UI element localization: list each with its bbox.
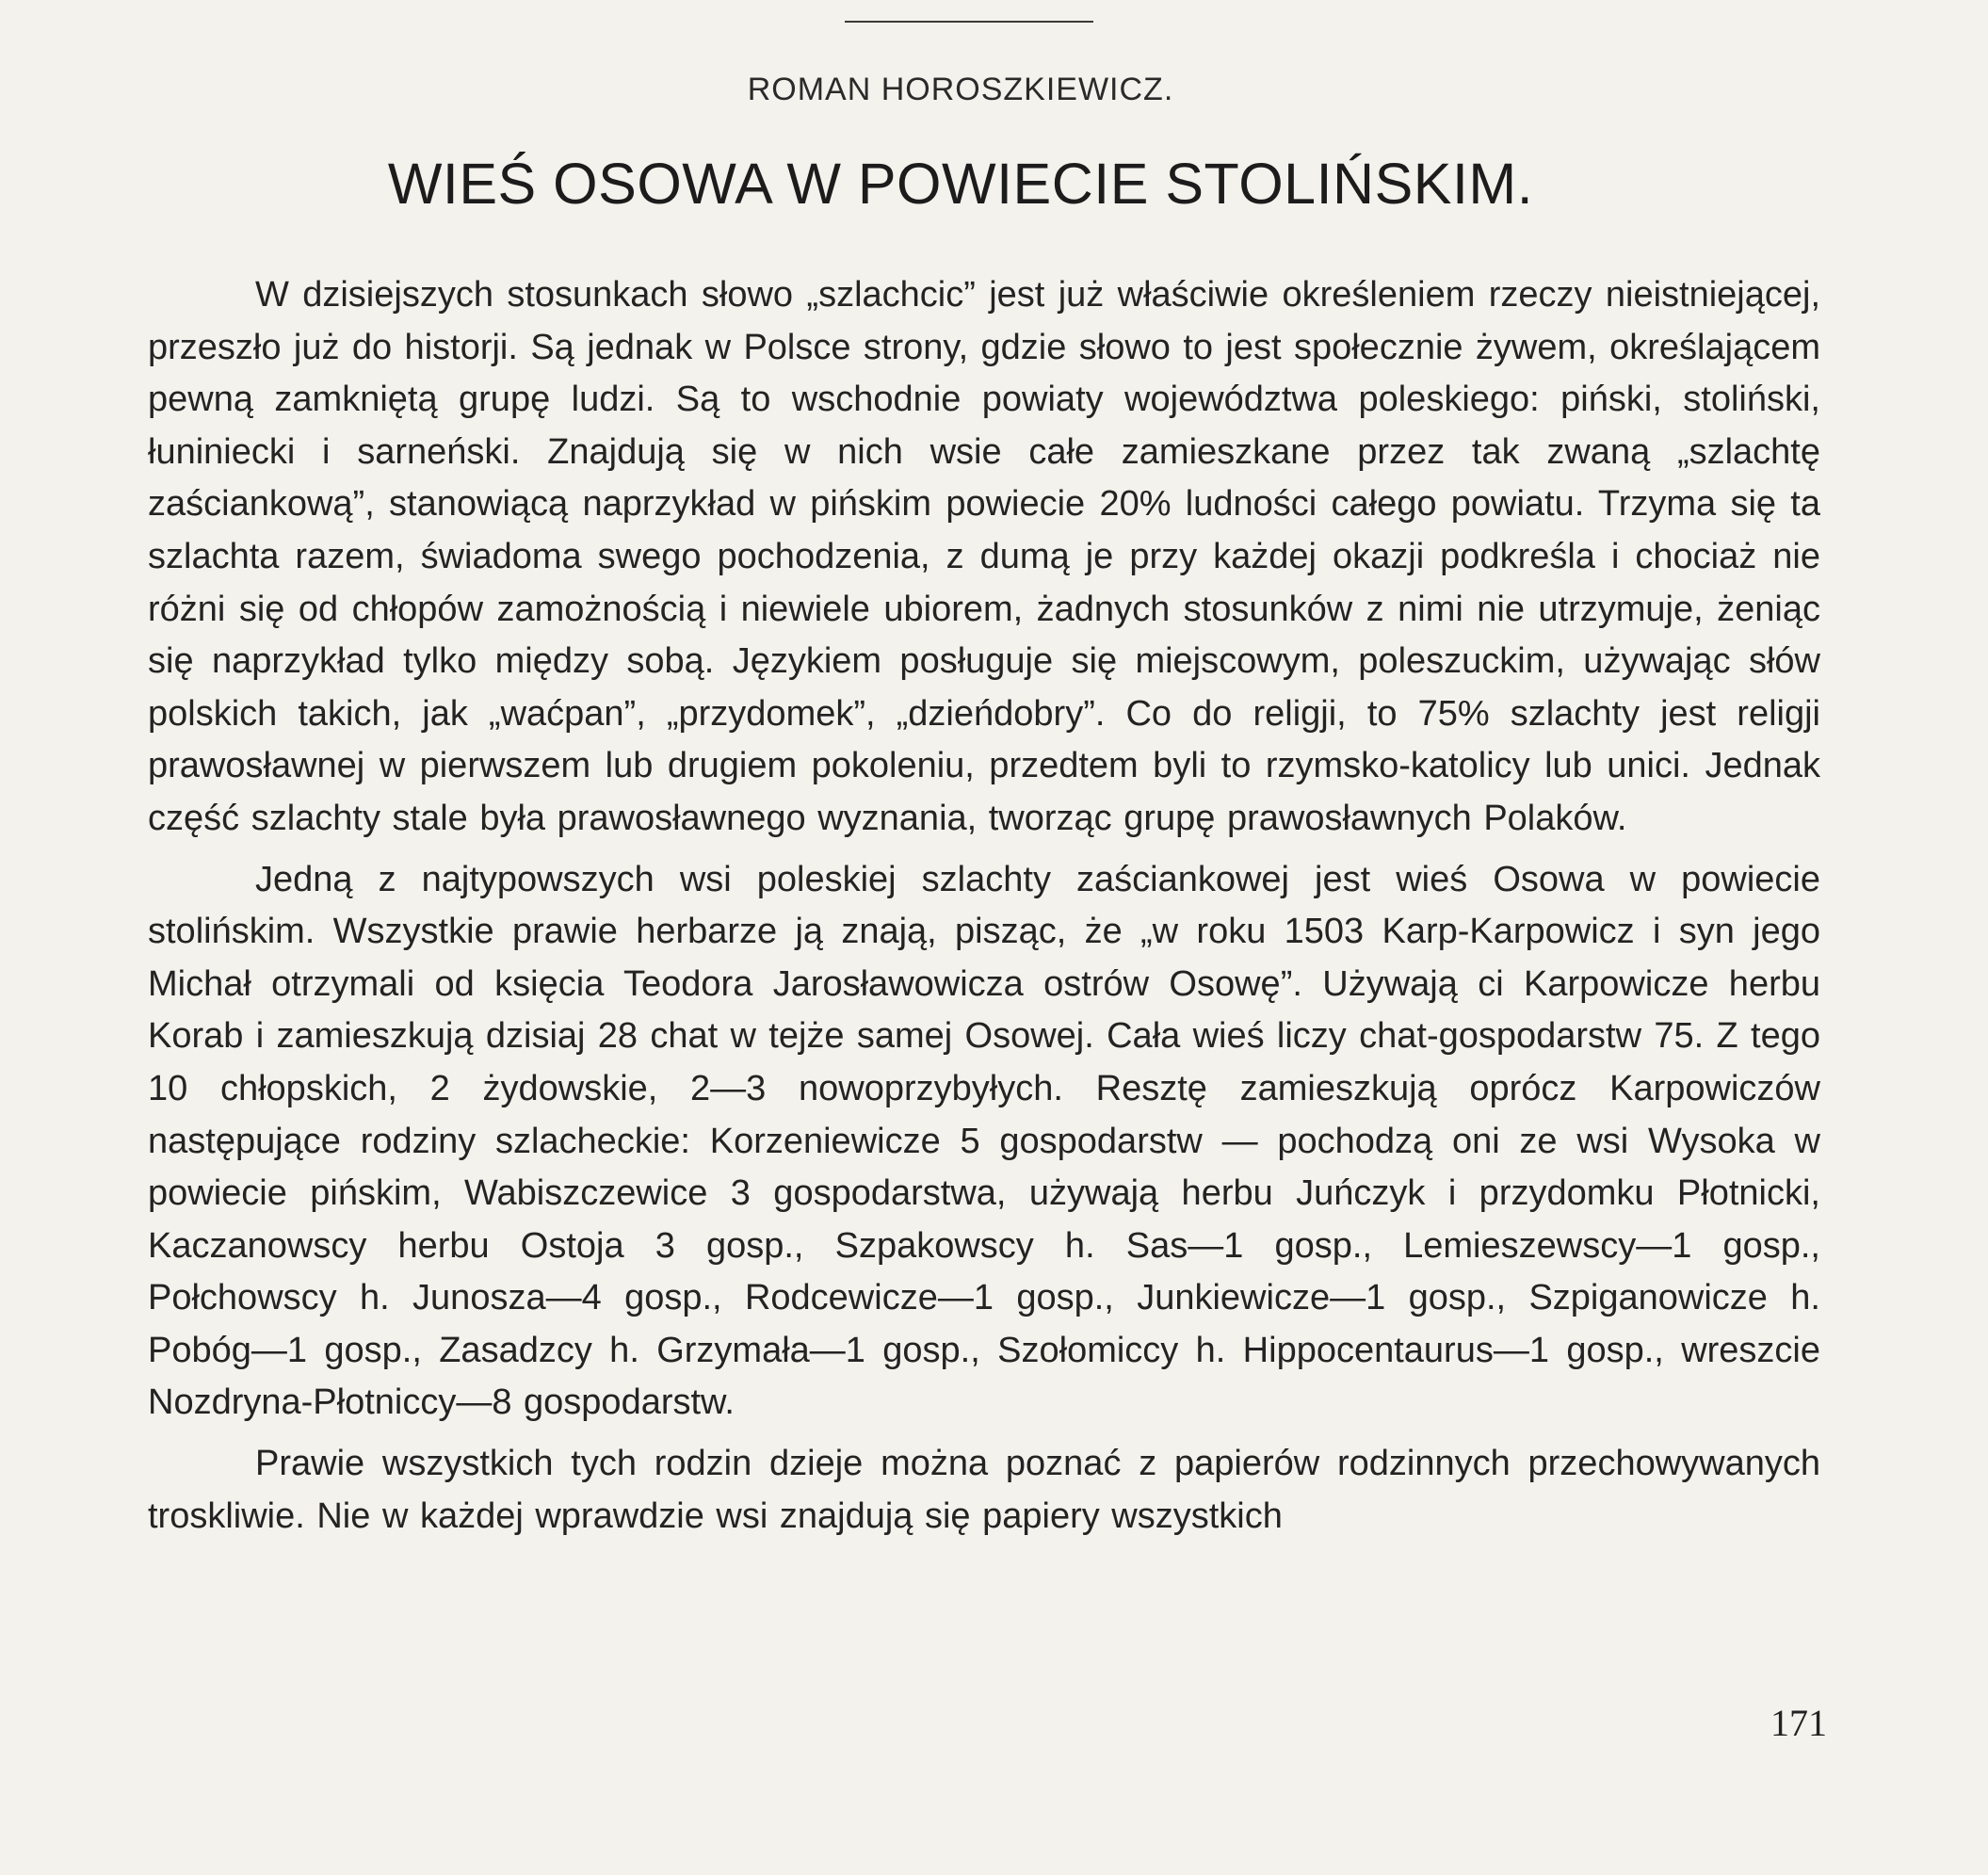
page-number: 171 <box>1770 1702 1827 1744</box>
author-name: ROMAN HOROSZKIEWICZ. <box>747 72 1174 107</box>
article-title: WIEŚ OSOWA W POWIECIE STOLIŃSKIM. <box>387 152 1534 216</box>
header-rule <box>845 21 1093 23</box>
paragraph-1: W dzisiejszych stosunkach słowo „szlachcic” jest już właściwie określeniem rzeczy nieistniejącej, przeszło już do historji. Są jednak w Polsce strony, gdzie słowo to jest społecznie żywem, określającem pewną zamkniętą grupę ludzi. Są to wschodnie powiaty województwa poleskiego: piński, stoliński, łuniniecki i sarneński. Znajdują się w nich wsie całe zamieszkane przez tak zwaną „szlachtę zaściankową”, stanowiącą naprzykład w pińskim powiecie 20% ludności całego powiatu. Trzyma się ta szlachta razem, świadoma swego pochodzenia, z dumą je przy każdej okazji podkreśla i chociaż nie różni się od chłopów zamożnością i niewiele ubiorem, żadnych stosunków z nimi nie utrzymuje, żeniąc się naprzykład tylko między sobą. Językiem posługuje się miejscowym, poleszuckim, używając słów polskich takich, jak „waćpan”, „przydomek”, „dzieńdobry”. Co do religji, to 75% szlachty jest religji prawosławnej w pierwszem lub drugiem pokoleniu, przedtem byli to rzymsko-katolicy lub unici. Jednak część szlachty stale była prawosławnego wyznania, tworząc grupę prawosławnych Polaków. <box>148 275 1820 838</box>
paragraph-2: Jedną z najtypowszych wsi poleskiej szlachty zaściankowej jest wieś Osowa w powiecie stolińskim. Wszystkie prawie herbarze ją znają, pisząc, że „w roku 1503 Karp-Karpowicz i syn jego Michał otrzymali od księcia Teodora Jarosławowicza ostrów Osowę”. Używają ci Karpowicze herbu Korab i zamieszkują dzisiaj 28 chat w tejże samej Osowej. Cała wieś liczy chat-gospodarstw 75. Z tego 10 chłopskich, 2 żydowskie, 2—3 nowoprzybyłych. Resztę zamieszkują oprócz Karpowiczów następujące rodziny szlacheckie: Korzeniewicze 5 gospodarstw — pochodzą oni ze wsi Wysoka w powiecie pińskim, Wabiszczewice 3 gospodarstwa, używają herbu Juńczyk i przydomku Płotnicki, Kaczanowscy herbu Ostoja 3 gosp., Szpakowscy h. Sas—1 gosp., Lemieszewscy—1 gosp., Połchowscy h. Junosza—4 gosp., Rodcewicze—1 gosp., Junkiewicze—1 gosp., Szpiganowicze h. Pobóg—1 gosp., Zasadzcy h. Grzymała—1 gosp., Szołomiccy h. Hippocentaurus—1 gosp., wreszcie Nozdryna-Płotniccy—8 gospodarstw. <box>148 859 1820 1423</box>
paragraph-3: Prawie wszystkich tych rodzin dzieje można poznać z papierów rodzinnych przechowywanych troskliwie. Nie w każdej wprawdzie wsi znajdują się papiery wszystkich <box>148 1444 1820 1536</box>
article-body <box>148 269 1820 1551</box>
